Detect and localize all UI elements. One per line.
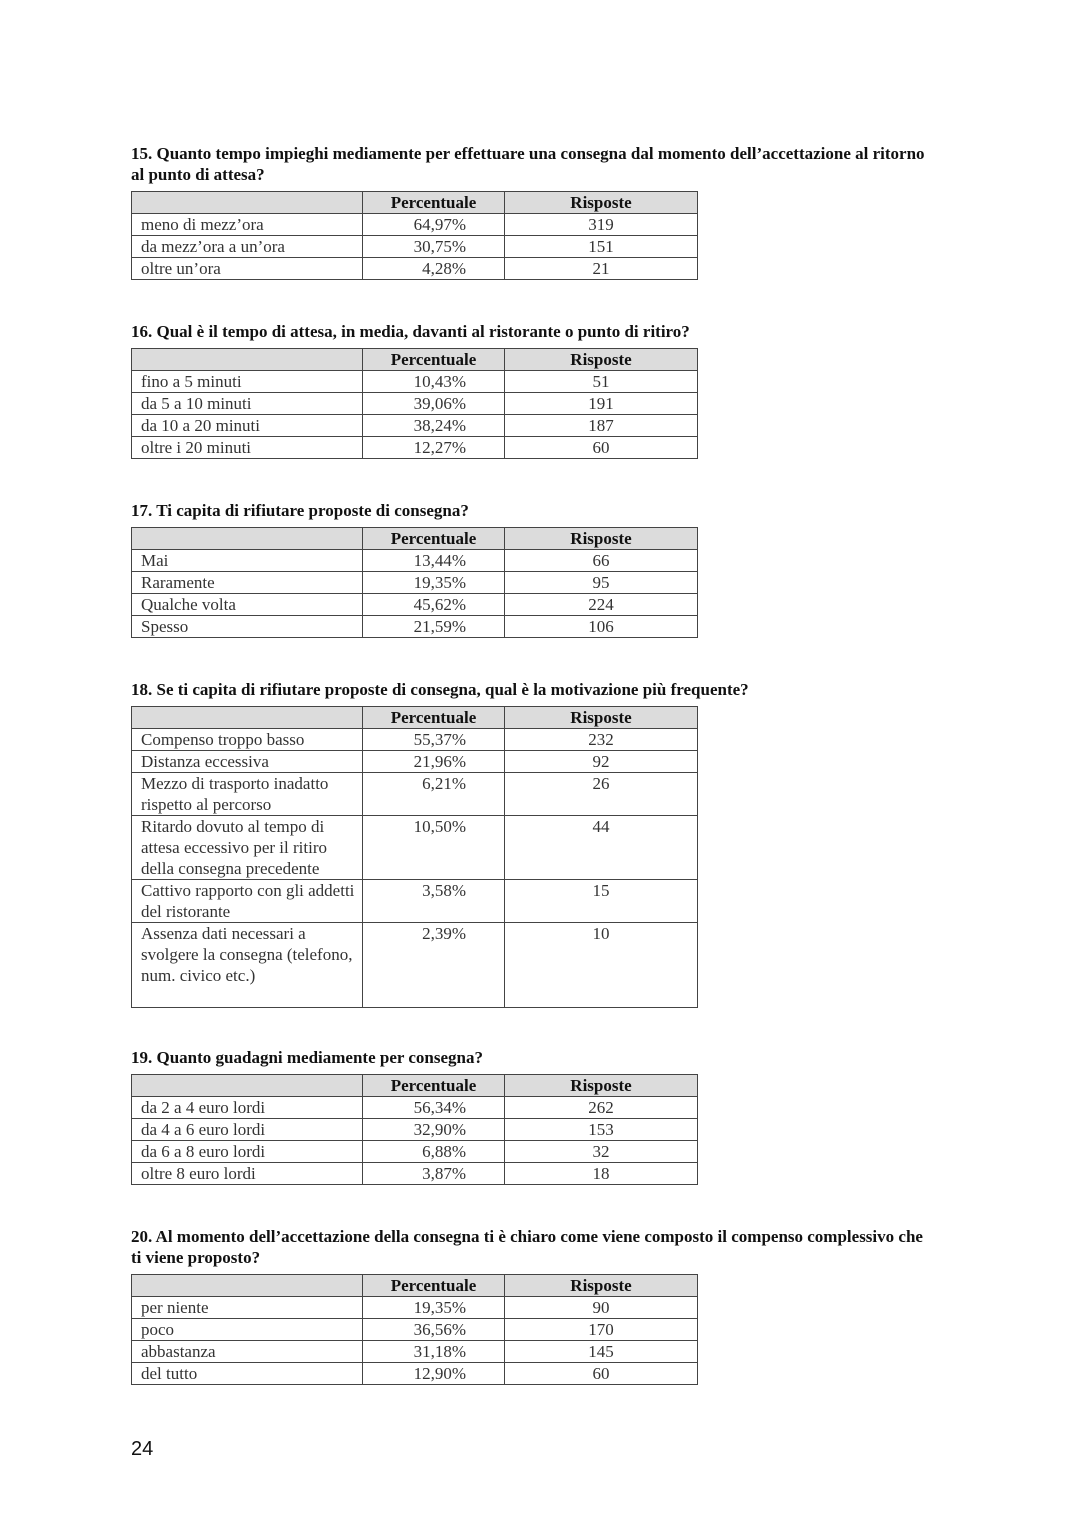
header-label (132, 528, 363, 550)
row-label: Ritardo dovuto al tempo di attesa eccessivo per il ritiro della consegna precedente (132, 816, 363, 880)
header-responses: Risposte (505, 707, 698, 729)
row-responses: 32 (505, 1141, 698, 1163)
question-18-title: 18. Se ti capita di rifiutare proposte di consegna, qual è la motivazione più frequente? (131, 680, 749, 699)
row-percent: 19,35% (363, 1297, 505, 1319)
table-row (132, 214, 698, 236)
table-row (132, 1363, 698, 1385)
row-responses: 92 (505, 751, 698, 773)
row-responses: 151 (505, 236, 698, 258)
row-percent: 32,90% (363, 1119, 505, 1141)
table-header-row (132, 528, 698, 550)
row-responses: 18 (505, 1163, 698, 1185)
row-responses: 51 (505, 371, 698, 393)
header-percent: Percentuale (363, 528, 505, 550)
row-responses: 106 (505, 616, 698, 638)
row-responses: 15 (505, 880, 698, 923)
row-percent: 19,35% (363, 572, 505, 594)
table-row (132, 751, 698, 773)
table-row (132, 1341, 698, 1363)
row-responses: 319 (505, 214, 698, 236)
table-row (132, 550, 698, 572)
question-16-title: 16. Qual è il tempo di attesa, in media, davanti al ristorante o punto di ritiro? (131, 322, 690, 341)
table-row (132, 415, 698, 437)
question-19-title: 19. Quanto guadagni mediamente per consegna? (131, 1048, 483, 1067)
header-responses: Risposte (505, 1075, 698, 1097)
row-percent: 45,62% (363, 594, 505, 616)
page-number: 24 (131, 1438, 154, 1460)
header-percent: Percentuale (363, 1075, 505, 1097)
row-percent: 31,18% (363, 1341, 505, 1363)
row-label: da 5 a 10 minuti (132, 393, 363, 415)
row-label: oltre un’ora (132, 258, 363, 280)
table-row (132, 258, 698, 280)
row-label: fino a 5 minuti (132, 371, 363, 393)
header-responses: Risposte (505, 192, 698, 214)
row-percent: 21,96% (363, 751, 505, 773)
row-percent: 64,97% (363, 214, 505, 236)
row-responses: 153 (505, 1119, 698, 1141)
row-percent: 4,28% (363, 258, 505, 280)
row-label: per niente (132, 1297, 363, 1319)
table-row (132, 880, 698, 923)
row-percent: 13,44% (363, 550, 505, 572)
row-label: da 10 a 20 minuti (132, 415, 363, 437)
question-20-title: 20. Al momento dell’accettazione della consegna ti è chiaro come viene composto il compenso complessivo che ti viene proposto? (131, 1227, 923, 1267)
row-responses: 66 (505, 550, 698, 572)
table-row (132, 616, 698, 638)
question-15-table (131, 191, 698, 280)
row-percent: 6,88% (363, 1141, 505, 1163)
row-label: Assenza dati necessari a svolgere la consegna (telefono, num. civico etc.) (132, 923, 363, 1008)
row-responses: 170 (505, 1319, 698, 1341)
header-percent: Percentuale (363, 1275, 505, 1297)
row-label: Compenso troppo basso (132, 729, 363, 751)
table-row (132, 1141, 698, 1163)
row-percent: 36,56% (363, 1319, 505, 1341)
row-percent: 3,87% (363, 1163, 505, 1185)
row-responses: 187 (505, 415, 698, 437)
row-responses: 26 (505, 773, 698, 816)
header-label (132, 1275, 363, 1297)
table-row (132, 594, 698, 616)
question-20-table (131, 1274, 698, 1385)
header-label (132, 707, 363, 729)
row-label: abbastanza (132, 1341, 363, 1363)
table-row (132, 1097, 698, 1119)
row-label: Distanza eccessiva (132, 751, 363, 773)
row-label: Qualche volta (132, 594, 363, 616)
header-percent: Percentuale (363, 349, 505, 371)
row-responses: 10 (505, 923, 698, 1008)
row-percent: 56,34% (363, 1097, 505, 1119)
question-17-table (131, 527, 698, 638)
table-header-row (132, 707, 698, 729)
question-16-table (131, 348, 698, 459)
table-header-row (132, 192, 698, 214)
row-percent: 3,58% (363, 880, 505, 923)
row-percent: 30,75% (363, 236, 505, 258)
row-responses: 90 (505, 1297, 698, 1319)
row-percent: 12,27% (363, 437, 505, 459)
table-row (132, 1319, 698, 1341)
row-label: da mezz’ora a un’ora (132, 236, 363, 258)
row-percent: 12,90% (363, 1363, 505, 1385)
question-15-title: 15. Quanto tempo impieghi mediamente per effettuare una consegna dal momento dell’accettazione al ritorno al punto di attesa? (131, 144, 925, 184)
row-label: oltre 8 euro lordi (132, 1163, 363, 1185)
row-label: da 2 a 4 euro lordi (132, 1097, 363, 1119)
row-percent: 10,43% (363, 371, 505, 393)
header-label (132, 1075, 363, 1097)
table-row (132, 572, 698, 594)
row-percent: 21,59% (363, 616, 505, 638)
row-responses: 60 (505, 437, 698, 459)
row-label: da 6 a 8 euro lordi (132, 1141, 363, 1163)
row-responses: 262 (505, 1097, 698, 1119)
row-label: Cattivo rapporto con gli addetti del ristorante (132, 880, 363, 923)
row-responses: 21 (505, 258, 698, 280)
table-row (132, 1163, 698, 1185)
row-label: poco (132, 1319, 363, 1341)
row-percent: 6,21% (363, 773, 505, 816)
row-responses: 44 (505, 816, 698, 880)
table-header-row (132, 349, 698, 371)
table-row (132, 729, 698, 751)
table-row (132, 236, 698, 258)
row-label: oltre i 20 minuti (132, 437, 363, 459)
row-percent: 38,24% (363, 415, 505, 437)
row-percent: 39,06% (363, 393, 505, 415)
table-row (132, 773, 698, 816)
row-responses: 191 (505, 393, 698, 415)
header-percent: Percentuale (363, 707, 505, 729)
row-label: Mai (132, 550, 363, 572)
table-header-row (132, 1275, 698, 1297)
row-label: del tutto (132, 1363, 363, 1385)
row-responses: 232 (505, 729, 698, 751)
table-row (132, 437, 698, 459)
table-row (132, 371, 698, 393)
table-row (132, 816, 698, 880)
header-percent: Percentuale (363, 192, 505, 214)
row-label: Mezzo di trasporto inadatto rispetto al percorso (132, 773, 363, 816)
row-percent: 55,37% (363, 729, 505, 751)
question-18-table (131, 706, 698, 1008)
table-header-row (132, 1075, 698, 1097)
row-label: da 4 a 6 euro lordi (132, 1119, 363, 1141)
header-label (132, 192, 363, 214)
row-responses: 224 (505, 594, 698, 616)
table-row (132, 393, 698, 415)
question-19-table (131, 1074, 698, 1185)
row-percent: 10,50% (363, 816, 505, 880)
table-row (132, 923, 698, 1008)
question-17-title: 17. Ti capita di rifiutare proposte di consegna? (131, 501, 469, 520)
header-responses: Risposte (505, 349, 698, 371)
row-label: Raramente (132, 572, 363, 594)
row-percent: 2,39% (363, 923, 505, 1008)
row-responses: 145 (505, 1341, 698, 1363)
row-label: Spesso (132, 616, 363, 638)
table-row (132, 1119, 698, 1141)
row-label: meno di mezz’ora (132, 214, 363, 236)
row-responses: 95 (505, 572, 698, 594)
header-label (132, 349, 363, 371)
table-row (132, 1297, 698, 1319)
row-responses: 60 (505, 1363, 698, 1385)
header-responses: Risposte (505, 528, 698, 550)
header-responses: Risposte (505, 1275, 698, 1297)
